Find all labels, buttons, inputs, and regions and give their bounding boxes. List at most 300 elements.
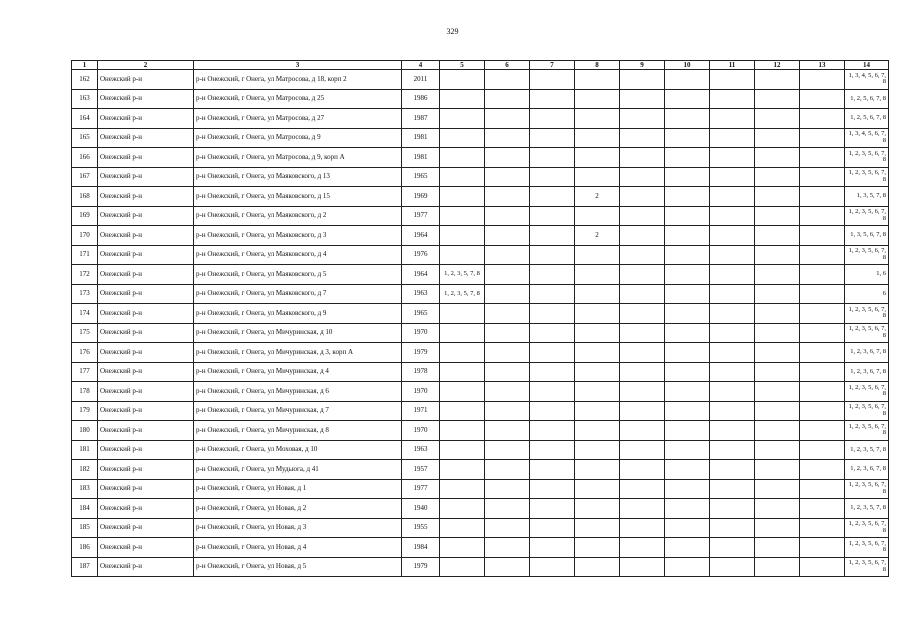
col6-cell	[485, 479, 530, 499]
col12-cell	[755, 89, 800, 109]
col14-cell: 1, 2, 3, 5, 6, 7, 8	[845, 148, 889, 168]
col5-cell: 1, 2, 3, 5, 7, 8	[440, 265, 485, 285]
col14-cell: 1, 2, 3, 5, 6, 7, 8	[845, 206, 889, 226]
col11-cell	[710, 167, 755, 187]
col7-cell	[530, 460, 575, 480]
year-cell: 1987	[402, 109, 440, 129]
address-cell: р-н Онежский, г Онега, ул Матросова, д 27	[194, 109, 402, 129]
col11-cell	[710, 226, 755, 246]
col10-cell	[665, 479, 710, 499]
col6-cell	[485, 89, 530, 109]
col11-cell	[710, 304, 755, 324]
col11-cell	[710, 538, 755, 558]
column-header-6: 6	[485, 61, 530, 70]
address-cell: р-н Онежский, г Онега, ул Мичуринская, д 8	[194, 421, 402, 441]
address-cell: р-н Онежский, г Онега, ул Мудьюга, д 41	[194, 460, 402, 480]
column-header-1: 1	[72, 61, 98, 70]
district-cell: Онежский р-н	[98, 518, 194, 538]
col11-cell	[710, 89, 755, 109]
col7-cell	[530, 148, 575, 168]
district-cell: Онежский р-н	[98, 557, 194, 577]
row-number: 177	[72, 362, 98, 382]
year-cell: 1963	[402, 440, 440, 460]
row-number: 166	[72, 148, 98, 168]
address-cell: р-н Онежский, г Онега, ул Новая, д 1	[194, 479, 402, 499]
col12-cell	[755, 206, 800, 226]
year-cell: 1979	[402, 557, 440, 577]
year-cell: 1964	[402, 265, 440, 285]
col7-cell	[530, 109, 575, 129]
col5-cell	[440, 89, 485, 109]
col7-cell	[530, 538, 575, 558]
year-cell: 1981	[402, 148, 440, 168]
district-cell: Онежский р-н	[98, 148, 194, 168]
col12-cell	[755, 128, 800, 148]
col14-cell: 1, 6	[845, 265, 889, 285]
col5-cell	[440, 421, 485, 441]
col12-cell	[755, 518, 800, 538]
table-row	[72, 343, 889, 363]
col12-cell	[755, 401, 800, 421]
col7-cell	[530, 440, 575, 460]
row-number: 187	[72, 557, 98, 577]
col14-cell: 1, 2, 3, 5, 6, 7, 8	[845, 401, 889, 421]
year-cell: 1979	[402, 343, 440, 363]
year-cell: 1969	[402, 187, 440, 207]
col11-cell	[710, 245, 755, 265]
col8-cell	[575, 362, 620, 382]
col8-cell	[575, 245, 620, 265]
column-header-10: 10	[665, 61, 710, 70]
col9-cell	[620, 518, 665, 538]
col6-cell	[485, 109, 530, 129]
district-cell: Онежский р-н	[98, 206, 194, 226]
table-row	[72, 226, 889, 246]
col9-cell	[620, 109, 665, 129]
col9-cell	[620, 128, 665, 148]
col8-cell	[575, 460, 620, 480]
table-row	[72, 148, 889, 168]
col9-cell	[620, 479, 665, 499]
col5-cell	[440, 362, 485, 382]
col6-cell	[485, 557, 530, 577]
col5-cell	[440, 304, 485, 324]
year-cell: 1977	[402, 479, 440, 499]
col9-cell	[620, 187, 665, 207]
col9-cell	[620, 226, 665, 246]
table-row	[72, 518, 889, 538]
col12-cell	[755, 557, 800, 577]
col9-cell	[620, 557, 665, 577]
table-row	[72, 245, 889, 265]
col6-cell	[485, 440, 530, 460]
col13-cell	[800, 557, 845, 577]
col14-cell: 1, 3, 4, 5, 6, 7, 8	[845, 70, 889, 90]
col9-cell	[620, 499, 665, 519]
col8-cell	[575, 148, 620, 168]
col7-cell	[530, 265, 575, 285]
col9-cell	[620, 206, 665, 226]
col14-cell: 1, 2, 3, 5, 6, 7, 8	[845, 323, 889, 343]
row-number: 182	[72, 460, 98, 480]
col11-cell	[710, 401, 755, 421]
col9-cell	[620, 401, 665, 421]
col12-cell	[755, 167, 800, 187]
table-row	[72, 70, 889, 90]
district-cell: Онежский р-н	[98, 304, 194, 324]
table-row	[72, 401, 889, 421]
row-number: 171	[72, 245, 98, 265]
col14-cell: 1, 2, 3, 5, 7, 8	[845, 440, 889, 460]
address-cell: р-н Онежский, г Онега, ул Матросова, д 25	[194, 89, 402, 109]
address-cell: р-н Онежский, г Онега, ул Мичуринская, д 10	[194, 323, 402, 343]
col13-cell	[800, 167, 845, 187]
col11-cell	[710, 557, 755, 577]
table-row	[72, 538, 889, 558]
col12-cell	[755, 343, 800, 363]
col13-cell	[800, 460, 845, 480]
col9-cell	[620, 323, 665, 343]
year-cell: 2011	[402, 70, 440, 90]
district-cell: Онежский р-н	[98, 421, 194, 441]
col10-cell	[665, 148, 710, 168]
table-row	[72, 323, 889, 343]
col8-cell	[575, 538, 620, 558]
col9-cell	[620, 89, 665, 109]
col14-cell: 1, 2, 3, 5, 7, 8	[845, 499, 889, 519]
col5-cell	[440, 167, 485, 187]
district-cell: Онежский р-н	[98, 440, 194, 460]
col11-cell	[710, 362, 755, 382]
col5-cell	[440, 187, 485, 207]
col5-cell	[440, 557, 485, 577]
row-number: 178	[72, 382, 98, 402]
row-number: 176	[72, 343, 98, 363]
col14-cell: 1, 2, 5, 6, 7, 8	[845, 89, 889, 109]
col11-cell	[710, 479, 755, 499]
col5-cell: 1, 2, 3, 5, 7, 8	[440, 284, 485, 304]
col8-cell: 2	[575, 187, 620, 207]
row-number: 179	[72, 401, 98, 421]
row-number: 183	[72, 479, 98, 499]
district-cell: Онежский р-н	[98, 245, 194, 265]
address-cell: р-н Онежский, г Онега, ул Матросова, д 9, корп А	[194, 148, 402, 168]
col10-cell	[665, 109, 710, 129]
col14-cell: 1, 2, 5, 6, 7, 8	[845, 109, 889, 129]
col11-cell	[710, 265, 755, 285]
year-cell: 1977	[402, 206, 440, 226]
address-cell: р-н Онежский, г Онега, ул Маяковского, д 4	[194, 245, 402, 265]
column-header-8: 8	[575, 61, 620, 70]
column-header-5: 5	[440, 61, 485, 70]
column-header-11: 11	[710, 61, 755, 70]
col12-cell	[755, 245, 800, 265]
col12-cell	[755, 538, 800, 558]
col12-cell	[755, 265, 800, 285]
year-cell: 1963	[402, 284, 440, 304]
col8-cell	[575, 421, 620, 441]
district-cell: Онежский р-н	[98, 382, 194, 402]
column-header-12: 12	[755, 61, 800, 70]
col14-cell: 1, 2, 3, 6, 7, 8	[845, 343, 889, 363]
col10-cell	[665, 440, 710, 460]
row-number: 186	[72, 538, 98, 558]
col6-cell	[485, 284, 530, 304]
col8-cell	[575, 440, 620, 460]
col14-cell: 1, 2, 3, 5, 6, 7, 8	[845, 245, 889, 265]
col8-cell	[575, 265, 620, 285]
col13-cell	[800, 206, 845, 226]
col5-cell	[440, 499, 485, 519]
col5-cell	[440, 128, 485, 148]
year-cell: 1965	[402, 167, 440, 187]
col9-cell	[620, 460, 665, 480]
column-header-4: 4	[402, 61, 440, 70]
col12-cell	[755, 499, 800, 519]
table-row	[72, 109, 889, 129]
col10-cell	[665, 187, 710, 207]
page-number: 329	[446, 27, 459, 36]
col14-cell: 1, 2, 3, 5, 6, 7, 8	[845, 518, 889, 538]
row-number: 175	[72, 323, 98, 343]
address-cell: р-н Онежский, г Онега, ул Матросова, д 18, корп 2	[194, 70, 402, 90]
table-row	[72, 382, 889, 402]
address-cell: р-н Онежский, г Онега, ул Новая, д 4	[194, 538, 402, 558]
district-cell: Онежский р-н	[98, 284, 194, 304]
col14-cell: 1, 3, 4, 5, 6, 7, 8	[845, 128, 889, 148]
col6-cell	[485, 167, 530, 187]
col6-cell	[485, 265, 530, 285]
col6-cell	[485, 382, 530, 402]
col7-cell	[530, 245, 575, 265]
district-cell: Онежский р-н	[98, 109, 194, 129]
col14-cell: 6	[845, 284, 889, 304]
col7-cell	[530, 382, 575, 402]
col12-cell	[755, 284, 800, 304]
col7-cell	[530, 362, 575, 382]
col10-cell	[665, 538, 710, 558]
col11-cell	[710, 460, 755, 480]
col7-cell	[530, 187, 575, 207]
col14-cell: 1, 2, 3, 5, 6, 7, 8	[845, 167, 889, 187]
col6-cell	[485, 323, 530, 343]
row-number: 184	[72, 499, 98, 519]
col12-cell	[755, 382, 800, 402]
row-number: 173	[72, 284, 98, 304]
col9-cell	[620, 343, 665, 363]
district-cell: Онежский р-н	[98, 460, 194, 480]
col7-cell	[530, 557, 575, 577]
col5-cell	[440, 343, 485, 363]
col7-cell	[530, 304, 575, 324]
table-row	[72, 421, 889, 441]
row-number: 164	[72, 109, 98, 129]
district-cell: Онежский р-н	[98, 265, 194, 285]
col13-cell	[800, 89, 845, 109]
col11-cell	[710, 206, 755, 226]
col8-cell	[575, 557, 620, 577]
table-row	[72, 265, 889, 285]
col5-cell	[440, 245, 485, 265]
col9-cell	[620, 421, 665, 441]
col7-cell	[530, 343, 575, 363]
col9-cell	[620, 245, 665, 265]
col8-cell	[575, 284, 620, 304]
year-cell: 1970	[402, 382, 440, 402]
table-row	[72, 89, 889, 109]
col9-cell	[620, 362, 665, 382]
col12-cell	[755, 187, 800, 207]
col13-cell	[800, 382, 845, 402]
row-number: 165	[72, 128, 98, 148]
col13-cell	[800, 499, 845, 519]
col6-cell	[485, 460, 530, 480]
col13-cell	[800, 538, 845, 558]
col14-cell: 1, 2, 3, 6, 7, 8	[845, 460, 889, 480]
col10-cell	[665, 382, 710, 402]
col8-cell	[575, 343, 620, 363]
address-cell: р-н Онежский, г Онега, ул Мичуринская, д 6	[194, 382, 402, 402]
col5-cell	[440, 401, 485, 421]
col11-cell	[710, 128, 755, 148]
col9-cell	[620, 70, 665, 90]
col6-cell	[485, 362, 530, 382]
col14-cell: 1, 2, 3, 5, 6, 7, 8	[845, 421, 889, 441]
col6-cell	[485, 401, 530, 421]
col6-cell	[485, 128, 530, 148]
col14-cell: 1, 2, 3, 5, 6, 7, 8	[845, 557, 889, 577]
address-cell: р-н Онежский, г Онега, ул Новая, д 3	[194, 518, 402, 538]
col7-cell	[530, 226, 575, 246]
col6-cell	[485, 206, 530, 226]
address-cell: р-н Онежский, г Онега, ул Новая, д 2	[194, 499, 402, 519]
col13-cell	[800, 421, 845, 441]
col14-cell: 1, 2, 3, 6, 7, 8	[845, 362, 889, 382]
col6-cell	[485, 304, 530, 324]
col5-cell	[440, 323, 485, 343]
col14-cell: 1, 3, 5, 7, 8	[845, 187, 889, 207]
col10-cell	[665, 304, 710, 324]
col11-cell	[710, 187, 755, 207]
col13-cell	[800, 70, 845, 90]
col14-cell: 1, 2, 3, 5, 6, 7, 8	[845, 538, 889, 558]
address-cell: р-н Онежский, г Онега, ул Маяковского, д 5	[194, 265, 402, 285]
col10-cell	[665, 343, 710, 363]
col5-cell	[440, 109, 485, 129]
col13-cell	[800, 187, 845, 207]
col10-cell	[665, 518, 710, 538]
district-cell: Онежский р-н	[98, 323, 194, 343]
col12-cell	[755, 226, 800, 246]
col13-cell	[800, 226, 845, 246]
column-header-7: 7	[530, 61, 575, 70]
col10-cell	[665, 401, 710, 421]
col9-cell	[620, 148, 665, 168]
col6-cell	[485, 421, 530, 441]
address-cell: р-н Онежский, г Онега, ул Мичуринская, д 7	[194, 401, 402, 421]
col8-cell	[575, 89, 620, 109]
district-cell: Онежский р-н	[98, 226, 194, 246]
col13-cell	[800, 479, 845, 499]
col7-cell	[530, 421, 575, 441]
col7-cell	[530, 89, 575, 109]
table-row	[72, 499, 889, 519]
column-header-13: 13	[800, 61, 845, 70]
year-cell: 1986	[402, 89, 440, 109]
housing-register-table	[71, 60, 889, 577]
col7-cell	[530, 323, 575, 343]
col10-cell	[665, 226, 710, 246]
district-cell: Онежский р-н	[98, 362, 194, 382]
year-cell: 1965	[402, 304, 440, 324]
col14-cell: 1, 3, 5, 6, 7, 8	[845, 226, 889, 246]
col12-cell	[755, 323, 800, 343]
col8-cell	[575, 70, 620, 90]
table-row	[72, 304, 889, 324]
col13-cell	[800, 440, 845, 460]
col13-cell	[800, 323, 845, 343]
col6-cell	[485, 245, 530, 265]
row-number: 180	[72, 421, 98, 441]
address-cell: р-н Онежский, г Онега, ул Маяковского, д 2	[194, 206, 402, 226]
col5-cell	[440, 70, 485, 90]
table-row	[72, 479, 889, 499]
col8-cell	[575, 518, 620, 538]
col9-cell	[620, 538, 665, 558]
col9-cell	[620, 382, 665, 402]
year-cell: 1955	[402, 518, 440, 538]
row-number: 181	[72, 440, 98, 460]
col10-cell	[665, 421, 710, 441]
district-cell: Онежский р-н	[98, 187, 194, 207]
table-row	[72, 206, 889, 226]
col13-cell	[800, 128, 845, 148]
year-cell: 1957	[402, 460, 440, 480]
col11-cell	[710, 148, 755, 168]
col7-cell	[530, 518, 575, 538]
address-cell: р-н Онежский, г Онега, ул Маяковского, д 15	[194, 187, 402, 207]
col5-cell	[440, 206, 485, 226]
col10-cell	[665, 128, 710, 148]
col13-cell	[800, 362, 845, 382]
col9-cell	[620, 284, 665, 304]
year-cell: 1976	[402, 245, 440, 265]
col7-cell	[530, 499, 575, 519]
col10-cell	[665, 460, 710, 480]
col8-cell	[575, 206, 620, 226]
col9-cell	[620, 167, 665, 187]
col8-cell	[575, 167, 620, 187]
col5-cell	[440, 538, 485, 558]
col8-cell	[575, 499, 620, 519]
col7-cell	[530, 206, 575, 226]
row-number: 169	[72, 206, 98, 226]
col6-cell	[485, 518, 530, 538]
year-cell: 1970	[402, 421, 440, 441]
col6-cell	[485, 187, 530, 207]
col13-cell	[800, 245, 845, 265]
address-cell: р-н Онежский, г Онега, ул Маяковского, д 3	[194, 226, 402, 246]
col11-cell	[710, 421, 755, 441]
col10-cell	[665, 265, 710, 285]
col10-cell	[665, 362, 710, 382]
col7-cell	[530, 70, 575, 90]
col6-cell	[485, 499, 530, 519]
table-row	[72, 460, 889, 480]
year-cell: 1978	[402, 362, 440, 382]
row-number: 170	[72, 226, 98, 246]
col11-cell	[710, 109, 755, 129]
